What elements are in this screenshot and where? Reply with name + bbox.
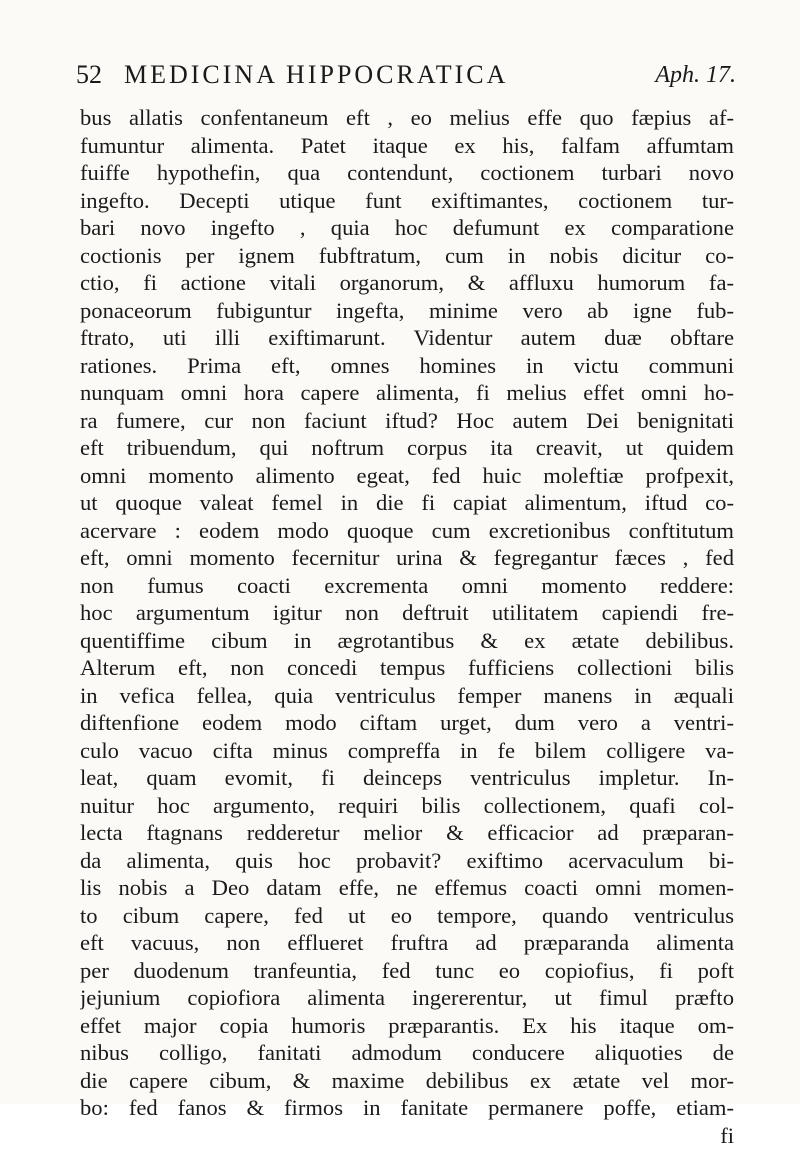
text-line: fumuntur alimenta. Patet itaque ex his, falfam affumtam [80, 132, 734, 160]
text-line: lecta ftagnans redderetur melior & efficacior ad præparan- [80, 819, 734, 847]
text-line: bari novo ingefto , quia hoc defumunt ex comparatione [80, 214, 734, 242]
page-number: 52 [76, 60, 102, 90]
text-line: in vefica fellea, quia ventriculus femper manens in æquali [80, 682, 734, 710]
text-line: ingefto. Decepti utique funt exiftimantes, coctionem tur- [80, 187, 734, 215]
text-line: nuitur hoc argumento, requiri bilis collectionem, quafi col- [80, 792, 734, 820]
text-line: ftrato, uti illi exiftimarunt. Videntur autem duæ obftare [80, 324, 734, 352]
text-line: acervare : eodem modo quoque cum excretionibus conftitutum [80, 517, 734, 545]
page-header [76, 56, 736, 92]
text-line: ut quoque valeat femel in die fi capiat alimentum, iftud co- [80, 489, 734, 517]
text-line: ra fumere, cur non faciunt iftud? Hoc autem Dei benignitati [80, 407, 734, 435]
text-line: eft, omni momento fecernitur urina & fegregantur fæces , fed [80, 544, 734, 572]
text-line: nibus colligo, fanitati admodum conducere aliquoties de [80, 1039, 734, 1067]
text-line: diftenfione eodem modo ciftam urget, dum vero a ventri- [80, 709, 734, 737]
text-line: bo: fed fanos & firmos in fanitate permanere poffe, etiam- [80, 1094, 734, 1122]
text-line: ctio, fi actione vitali organorum, & affluxu humorum fa- [80, 269, 734, 297]
text-line: eft vacuus, non efflueret fruftra ad præparanda alimenta [80, 929, 734, 957]
text-line: omni momento alimento egeat, fed huic moleftiæ profpexit, [80, 462, 734, 490]
text-line: jejunium copiofiora alimenta ingererentur, ut fimul præfto [80, 984, 734, 1012]
text-line: hoc argumentum igitur non deftruit utilitatem capiendi fre- [80, 599, 734, 627]
text-line: fuiffe hypothefin, qua contendunt, coctionem turbari novo [80, 159, 734, 187]
text-line: bus allatis confentaneum eft , eo melius effe quo fæpius af- [80, 104, 734, 132]
catchword: fi [80, 1122, 734, 1149]
text-line: coctionis per ignem fubftratum, cum in nobis dicitur co- [80, 242, 734, 270]
text-line: to cibum capere, fed ut eo tempore, quando ventriculus [80, 902, 734, 930]
text-line: Alterum eft, non concedi tempus fufficiens collectioni bilis [80, 654, 734, 682]
text-line: eft tribuendum, qui noftrum corpus ita creavit, ut quidem [80, 434, 734, 462]
text-line: ponaceorum fubiguntur ingefta, minime vero ab igne fub- [80, 297, 734, 325]
running-title: MEDICINA HIPPOCRATICA [124, 60, 508, 90]
text-line: da alimenta, quis hoc probavit? exiftimo acervaculum bi- [80, 847, 734, 875]
text-line: culo vacuo cifta minus compreffa in fe bilem colligere va- [80, 737, 734, 765]
text-line: lis nobis a Deo datam effe, ne effemus coacti omni momen- [80, 874, 734, 902]
text-line: effet major copia humoris præparantis. Ex his itaque om- [80, 1012, 734, 1040]
text-line: rationes. Prima eft, omnes homines in victu communi [80, 352, 734, 380]
text-line: die capere cibum, & maxime debilibus ex ætate vel mor- [80, 1067, 734, 1095]
text-line: nunquam omni hora capere alimenta, fi melius effet omni ho- [80, 379, 734, 407]
text-line: quentiffime cibum in ægrotantibus & ex ætate debilibus. [80, 627, 734, 655]
body-text [80, 104, 734, 1149]
text-line: leat, quam evomit, fi deinceps ventriculus impletur. In- [80, 764, 734, 792]
text-line: non fumus coacti excrementa omni momento reddere: [80, 572, 734, 600]
section-reference: Aph. 17. [655, 62, 736, 89]
text-line: per duodenum tranfeuntia, fed tunc eo copiofius, fi poft [80, 957, 734, 985]
